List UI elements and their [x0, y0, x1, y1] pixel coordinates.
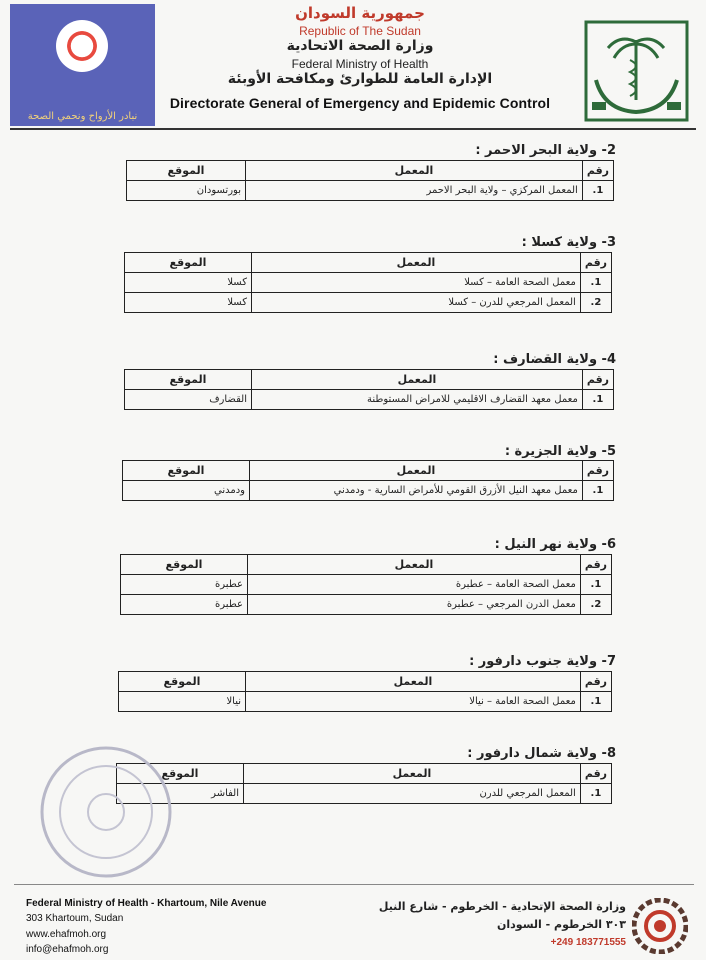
ministry-emblem-icon	[584, 20, 689, 122]
table-row	[125, 293, 612, 313]
row-location: الفاشر	[117, 784, 244, 804]
lab-table	[118, 671, 612, 712]
lab-table	[122, 460, 614, 501]
section-title: 5- ولاية الجزيرة :	[504, 444, 616, 459]
col-location: الموقع	[119, 672, 246, 692]
row-lab: معمل الصحة العامة – نيالا	[246, 692, 581, 712]
logo-ring-icon	[56, 20, 108, 72]
section-title: 7- ولاية جنوب دارفور :	[469, 654, 616, 669]
row-lab: المعمل المرجعي للدرن – كسلا	[252, 293, 581, 313]
row-num: 2.	[580, 293, 611, 313]
lab-table	[120, 554, 612, 615]
col-num: رقم	[580, 764, 611, 784]
header-en-directorate: Directorate General of Emergency and Epidemic Control	[169, 95, 551, 111]
col-num: رقم	[580, 253, 611, 273]
header-ar-republic: جمهورية السودان	[295, 4, 425, 22]
row-num: 1.	[582, 481, 613, 501]
header-divider	[10, 128, 696, 130]
row-num: 1.	[582, 390, 613, 410]
row-location: ودمدني	[123, 481, 250, 501]
header-en-ministry: Federal Ministry of Health	[291, 57, 429, 71]
col-lab: المعمل	[252, 253, 581, 273]
footer-email-link[interactable]: info@ehafmoh.org	[26, 944, 109, 955]
row-lab: معمل الصحة العامة – كسلا	[252, 273, 581, 293]
table-row	[125, 390, 614, 410]
header-en-republic: Republic of The Sudan	[299, 24, 421, 38]
row-lab: معمل معهد القضارف الاقليمي للامراض المستوطنة	[252, 390, 583, 410]
footer-emergency-logo-icon	[632, 898, 688, 954]
col-lab: المعمل	[246, 161, 583, 181]
table-row	[127, 181, 614, 201]
col-lab: المعمل	[252, 370, 583, 390]
col-lab: المعمل	[244, 764, 581, 784]
row-location: عطبرة	[121, 575, 248, 595]
row-lab: معمل الصحة العامة – عطبرة	[248, 575, 581, 595]
row-lab: المعمل المركزي – ولاية البحر الاحمر	[246, 181, 583, 201]
col-location: الموقع	[117, 764, 244, 784]
row-num: 2.	[580, 595, 611, 615]
col-location: الموقع	[123, 461, 250, 481]
table-row	[123, 481, 614, 501]
emergency-logo	[10, 4, 155, 126]
row-location: كسلا	[125, 273, 252, 293]
logo-slogan: نبادر الأرواح ونحمي الصحة	[27, 111, 138, 122]
table-row	[119, 692, 612, 712]
footer-ar-address-line1: وزارة الصحة الإتحادية - الخرطوم - شارع النيل	[378, 900, 626, 913]
lab-table	[116, 763, 612, 804]
row-location: عطبرة	[121, 595, 248, 615]
table-row	[121, 595, 612, 615]
row-location: نيالا	[119, 692, 246, 712]
row-lab: المعمل المرجعي للدرن	[244, 784, 581, 804]
table-row	[125, 273, 612, 293]
col-location: الموقع	[125, 253, 252, 273]
section-title: 8- ولاية شمال دارفور :	[467, 746, 616, 761]
col-location: الموقع	[127, 161, 246, 181]
col-num: رقم	[582, 461, 613, 481]
table-row	[121, 575, 612, 595]
section-title: 6- ولاية نهر النيل :	[494, 537, 616, 552]
footer-website-link[interactable]: www.ehafmoh.org	[26, 929, 107, 940]
row-location: بورتسودان	[127, 181, 246, 201]
section-title: 4- ولاية القضارف :	[493, 352, 616, 367]
header-ar-ministry: وزارة الصحة الاتحادية	[286, 38, 434, 54]
section-title: 2- ولاية البحر الاحمر :	[475, 143, 616, 158]
table-row	[117, 784, 612, 804]
footer-phone: +249 183771555	[550, 937, 626, 948]
lab-table	[124, 369, 614, 410]
footer-address-line2: 303 Khartoum, Sudan	[26, 913, 124, 924]
col-num: رقم	[582, 161, 613, 181]
footer-address-line1: Federal Ministry of Health - Khartoum, Nile Avenue	[26, 898, 267, 909]
row-num: 1.	[580, 784, 611, 804]
row-num: 1.	[580, 273, 611, 293]
footer-divider	[14, 884, 694, 885]
col-lab: المعمل	[250, 461, 583, 481]
row-lab: معمل معهد النيل الأزرق القومي للأمراض السارية - ودمدني	[250, 481, 583, 501]
official-stamp-icon	[36, 742, 176, 882]
lab-table	[126, 160, 614, 201]
col-location: الموقع	[125, 370, 252, 390]
row-location: كسلا	[125, 293, 252, 313]
footer-ar-address-line2: ٣٠٣ الخرطوم - السودان	[497, 918, 626, 931]
header-ar-directorate: الإدارة العامة للطوارئ ومكافحة الأوبئة	[227, 71, 493, 87]
col-num: رقم	[580, 672, 611, 692]
col-lab: المعمل	[248, 555, 581, 575]
row-lab: معمل الدرن المرجعي – عطبرة	[248, 595, 581, 615]
row-num: 1.	[580, 575, 611, 595]
col-lab: المعمل	[246, 672, 581, 692]
row-num: 1.	[580, 692, 611, 712]
row-num: 1.	[582, 181, 613, 201]
col-location: الموقع	[121, 555, 248, 575]
section-title: 3- ولاية كسلا :	[521, 235, 616, 250]
lab-table	[124, 252, 612, 313]
col-num: رقم	[582, 370, 613, 390]
col-num: رقم	[580, 555, 611, 575]
row-location: القضارف	[125, 390, 252, 410]
